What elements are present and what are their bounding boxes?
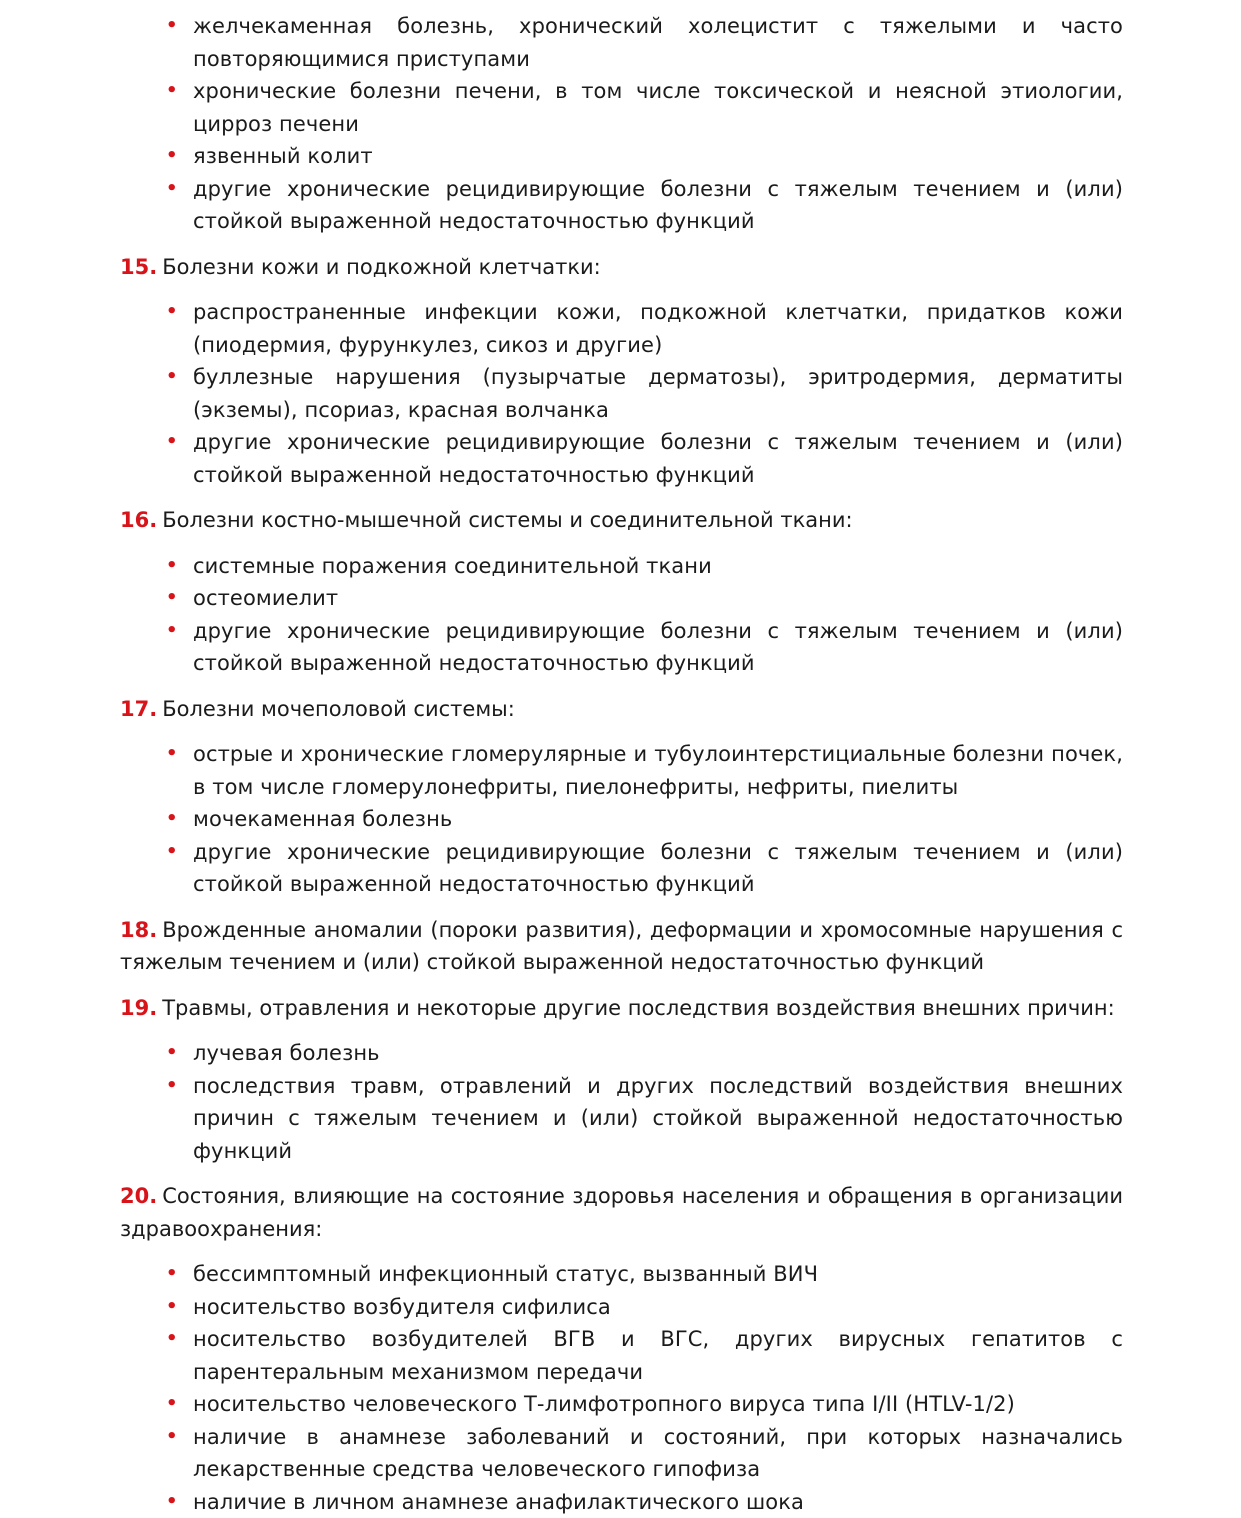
section-number: 17.	[120, 697, 157, 721]
section-19	[120, 992, 1123, 1168]
section-title: Травмы, отравления и некоторые другие последствия воздействия внешних причин:	[162, 996, 1115, 1020]
section-title: Состояния, влияющие на состояние здоровья населения и обращения в организации здравоохранения:	[120, 1184, 1123, 1241]
list-item: • другие хронические рецидивирующие болезни с тяжелым течением и (или) стойкой выраженной недостаточностью функций	[193, 615, 1123, 680]
section-bullet-list	[120, 1037, 1123, 1167]
bullet-icon: •	[166, 1388, 178, 1421]
bullet-icon: •	[166, 1486, 178, 1518]
bullet-icon: •	[166, 1291, 178, 1324]
section-bullet-list	[120, 1258, 1123, 1518]
bullet-icon: •	[166, 1070, 178, 1103]
bullet-icon: •	[166, 836, 178, 869]
list-item: • буллезные нарушения (пузырчатые дерматозы), эритродермия, дерматиты (экземы), псориаз, красная волчанка	[193, 361, 1123, 426]
bullet-icon: •	[166, 582, 178, 615]
list-item: • острые и хронические гломерулярные и тубулоинтерстициальные болезни почек, в том числе гломерулонефриты, пиелонефриты, нефриты, пиелиты	[193, 738, 1123, 803]
list-item: • распространенные инфекции кожи, подкожной клетчатки, придатков кожи (пиодермия, фурункулез, сикоз и другие)	[193, 296, 1123, 361]
bullet-icon: •	[166, 615, 178, 648]
section-number: 18.	[120, 918, 157, 942]
section-number: 15.	[120, 255, 157, 279]
list-item: • остеомиелит	[193, 582, 1123, 615]
section-number: 20.	[120, 1184, 157, 1208]
list-item: • желчекаменная болезнь, хронический холецистит с тяжелыми и часто повторяющимися приступами	[193, 10, 1123, 75]
section-heading	[120, 693, 1123, 726]
section-title: Врожденные аномалии (пороки развития), деформации и хромосомные нарушения с тяжелым течением и (или) стойкой выраженной недостаточностью функций	[120, 918, 1123, 975]
section-bullet-list	[120, 738, 1123, 901]
section-number: 19.	[120, 996, 157, 1020]
section-20	[120, 1180, 1123, 1518]
section-heading	[120, 251, 1123, 284]
section-bullet-list	[120, 296, 1123, 491]
bullet-icon: •	[166, 140, 178, 173]
bullet-icon: •	[166, 361, 178, 394]
list-item: • другие хронические рецидивирующие болезни с тяжелым течением и (или) стойкой выраженной недостаточностью функций	[193, 836, 1123, 901]
list-item: • другие хронические рецидивирующие болезни с тяжелым течением и (или) стойкой выраженной недостаточностью функций	[193, 173, 1123, 238]
section-title: Болезни кожи и подкожной клетчатки:	[162, 255, 601, 279]
list-item: • наличие в анамнезе заболеваний и состояний, при которых назначались лекарственные средства человеческого гипофиза	[193, 1421, 1123, 1486]
list-item: • язвенный колит	[193, 140, 1123, 173]
intro-bullet-list	[120, 10, 1123, 238]
bullet-icon: •	[166, 426, 178, 459]
bullet-icon: •	[166, 1037, 178, 1070]
section-heading	[120, 914, 1123, 979]
bullet-icon: •	[166, 10, 178, 43]
list-item: • носительство возбудителя сифилиса	[193, 1291, 1123, 1324]
bullet-icon: •	[166, 296, 178, 329]
bullet-icon: •	[166, 550, 178, 583]
list-item: • носительство человеческого Т-лимфотропного вируса типа I/II (HTLV-1/2)	[193, 1388, 1123, 1421]
bullet-icon: •	[166, 803, 178, 836]
list-item: • другие хронические рецидивирующие болезни с тяжелым течением и (или) стойкой выраженной недостаточностью функций	[193, 426, 1123, 491]
list-item: • наличие в личном анамнезе анафилактического шока	[193, 1486, 1123, 1518]
list-item: • последствия травм, отравлений и других последствий воздействия внешних причин с тяжелым течением и (или) стойкой выраженной недостаточностью функций	[193, 1070, 1123, 1168]
section-17	[120, 693, 1123, 901]
bullet-icon: •	[166, 75, 178, 108]
document-body	[120, 10, 1123, 1518]
bullet-icon: •	[166, 1323, 178, 1356]
list-item: • мочекаменная болезнь	[193, 803, 1123, 836]
list-item: • носительство возбудителей ВГВ и ВГС, других вирусных гепатитов с парентеральным механизмом передачи	[193, 1323, 1123, 1388]
bullet-icon: •	[166, 173, 178, 206]
bullet-icon: •	[166, 738, 178, 771]
bullet-icon: •	[166, 1258, 178, 1291]
section-heading	[120, 992, 1123, 1025]
list-item: • хронические болезни печени, в том числе токсической и неясной этиологии, цирроз печени	[193, 75, 1123, 140]
list-item: • лучевая болезнь	[193, 1037, 1123, 1070]
section-number: 16.	[120, 508, 157, 532]
section-bullet-list	[120, 550, 1123, 680]
section-18	[120, 914, 1123, 979]
list-item: • бессимптомный инфекционный статус, вызванный ВИЧ	[193, 1258, 1123, 1291]
section-title: Болезни костно-мышечной системы и соединительной ткани:	[162, 508, 852, 532]
list-item: • системные поражения соединительной ткани	[193, 550, 1123, 583]
section-16	[120, 504, 1123, 680]
section-heading	[120, 504, 1123, 537]
section-heading	[120, 1180, 1123, 1245]
section-title: Болезни мочеполовой системы:	[162, 697, 515, 721]
bullet-icon: •	[166, 1421, 178, 1454]
section-15	[120, 251, 1123, 492]
